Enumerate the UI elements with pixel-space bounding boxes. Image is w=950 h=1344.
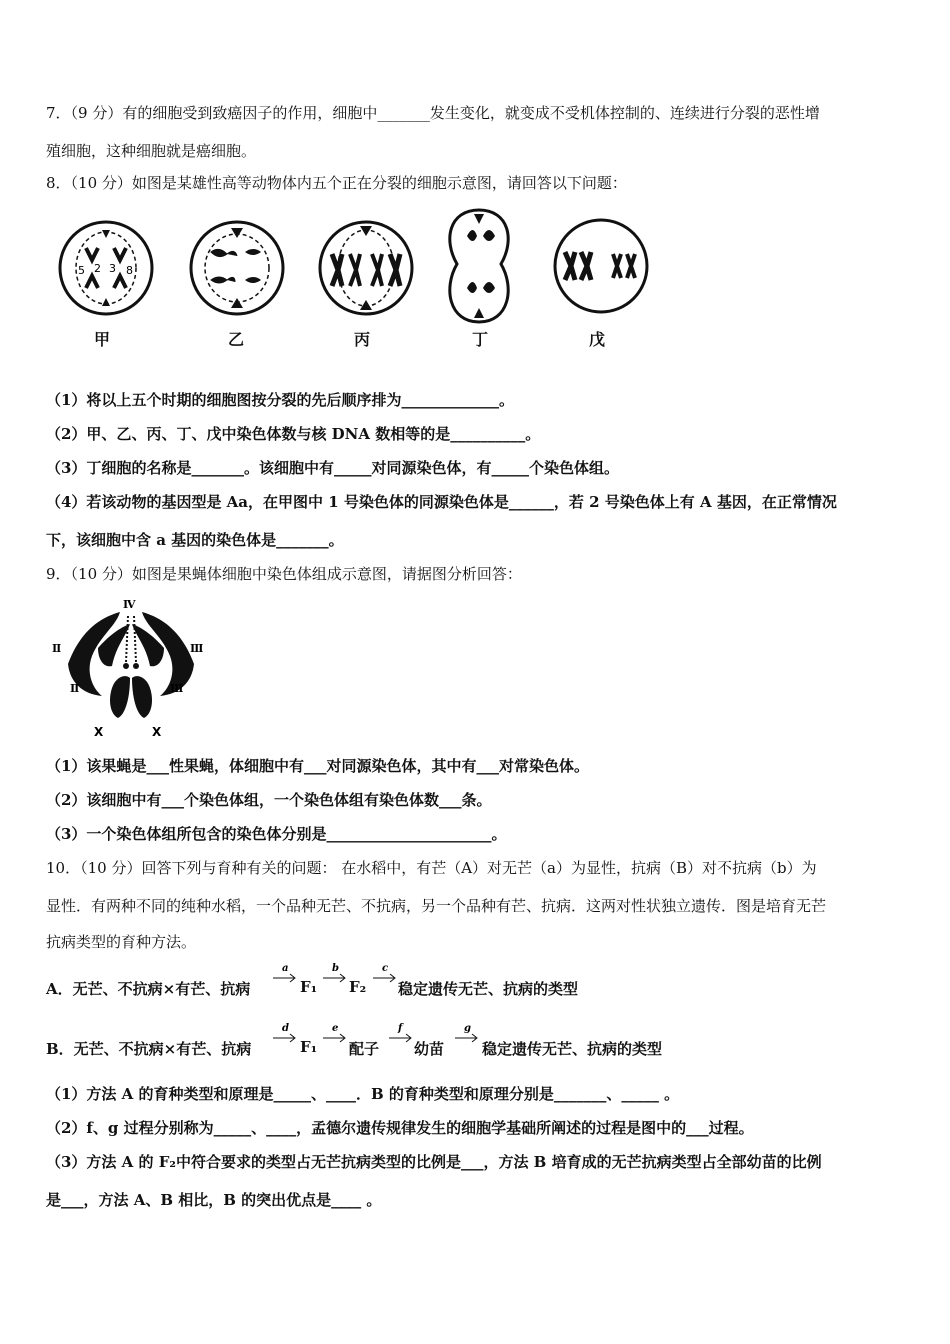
cell-bing-figure	[316, 218, 416, 318]
arrow-c	[372, 962, 398, 986]
svg-text:a: a	[282, 963, 289, 974]
cell-jia-figure	[56, 218, 156, 318]
svg-text:d: d	[282, 1023, 289, 1034]
caption-jia: 甲	[94, 330, 111, 349]
arrow-a	[272, 962, 298, 986]
q8-sub4-line2: 下，该细胞中含 a 基因的染色体是_______。	[46, 531, 344, 549]
svg-text:2: 2	[94, 262, 101, 275]
method-b-label: B．无芒、不抗病×有芒、抗病	[46, 1040, 252, 1058]
arrow-f	[388, 1022, 414, 1046]
arrow-d	[272, 1022, 298, 1046]
caption-ding: 丁	[472, 330, 489, 349]
q9-sub1: （1）该果蝇是___性果蝇，体细胞中有___对同源染色体，其中有___对常染色体。	[46, 757, 589, 775]
svg-text:3: 3	[109, 262, 116, 275]
q10-line2: 显性．有两种不同的纯种水稻，一个品种无芒、不抗病，另一个品种有芒、抗病．这两对性状独立遗传．图是培育无芒	[46, 897, 827, 915]
q9-intro: 9．（10 分）如图是果蝇体细胞中染色体组成示意图，请据图分析回答：	[46, 565, 522, 583]
label-x-left: X	[94, 725, 104, 739]
drosophila-karyotype-figure	[46, 596, 216, 740]
q8-sub3: （3）丁细胞的名称是_______。该细胞中有_____对同源染色体，有_____个染色体组。	[46, 459, 619, 477]
svg-text:8: 8	[126, 264, 133, 277]
q9-sub3: （3）一个染色体组所包含的染色体分别是______________________。	[46, 825, 507, 843]
label-iii-lower: Ⅲ	[170, 682, 184, 695]
q8-sub1: （1）将以上五个时期的细胞图按分裂的先后顺序排为_____________。	[46, 391, 514, 409]
q7-line1: 7．（9 分）有的细胞受到致癌因子的作用，细胞中_______发生变化，就变成不受机体控制的、连续进行分裂的恶性增	[46, 104, 820, 122]
svg-text:c: c	[382, 963, 389, 974]
method-a-f1: F₁	[300, 978, 318, 996]
q9-sub2: （2）该细胞中有___个染色体组，一个染色体组有染色体数___条。	[46, 791, 492, 809]
q8-intro: 8．（10 分）如图是某雄性高等动物体内五个正在分裂的细胞示意图，请回答以下问题：	[46, 174, 627, 192]
cell-wu-figure	[551, 216, 651, 316]
label-iv: Ⅳ	[123, 598, 136, 611]
method-b-flow	[46, 1022, 906, 1062]
method-a-result: 稳定遗传无芒、抗病的类型	[398, 980, 579, 998]
method-b-f1: F₁	[300, 1038, 318, 1056]
svg-text:b: b	[332, 963, 339, 974]
q10-sub3-line2: 是___，方法 A、B 相比，B 的突出优点是____ 。	[46, 1191, 382, 1209]
caption-bing: 丙	[354, 330, 371, 349]
cell-ding-figure	[443, 206, 515, 326]
method-a-label: A．无芒、不抗病×有芒、抗病	[46, 980, 251, 998]
caption-yi: 乙	[228, 330, 245, 349]
q10-sub1: （1）方法 A 的育种类型和原理是_____、____．B 的育种类型和原理分别是_______、_____ 。	[46, 1085, 680, 1103]
label-ii-lower: Ⅱ	[70, 682, 80, 695]
method-b-seedling: 幼苗	[414, 1040, 445, 1058]
arrow-g	[454, 1022, 480, 1046]
label-x-right: X	[152, 725, 162, 739]
label-ii-upper: Ⅱ	[52, 642, 62, 655]
arrow-e	[322, 1022, 348, 1046]
q10-sub3-line1: （3）方法 A 的 F₂中符合要求的类型占无芒抗病类型的比例是___，方法 B 培育成的无芒抗病类型占全部幼苗的比例	[46, 1153, 822, 1171]
svg-text:g: g	[464, 1023, 471, 1034]
svg-text:e: e	[332, 1023, 339, 1034]
q10-line1: 10．（10 分）回答下列与育种有关的问题： 在水稻中，有芒（A）对无芒（a）为显性，抗病（B）对不抗病（b）为	[46, 859, 817, 877]
label-iii-upper: Ⅲ	[190, 642, 204, 655]
method-b-result: 稳定遗传无芒、抗病的类型	[482, 1040, 663, 1058]
svg-text:f: f	[398, 1023, 403, 1034]
cell-yi-figure	[187, 218, 287, 318]
q7-line2: 殖细胞，这种细胞就是癌细胞。	[46, 142, 257, 160]
method-b-gamete: 配子	[349, 1040, 380, 1058]
method-a-flow	[46, 962, 906, 1002]
q8-sub4-line1: （4）若该动物的基因型是 Aa，在甲图中 1 号染色体的同源染色体是______，若 2 号染色体上有 A 基因，在正常情况	[46, 493, 837, 511]
caption-wu: 戊	[589, 330, 606, 349]
q10-line3: 抗病类型的育种方法。	[46, 933, 197, 951]
svg-text:5: 5	[78, 264, 85, 277]
q10-sub2: （2）f、g 过程分别称为_____、____，孟德尔遗传规律发生的细胞学基础所阐述的过程是图中的___过程。	[46, 1119, 754, 1137]
q8-sub2: （2）甲、乙、丙、丁、戊中染色体数与核 DNA 数相等的是__________。	[46, 425, 541, 443]
arrow-b	[322, 962, 348, 986]
method-a-f2: F₂	[349, 978, 367, 996]
